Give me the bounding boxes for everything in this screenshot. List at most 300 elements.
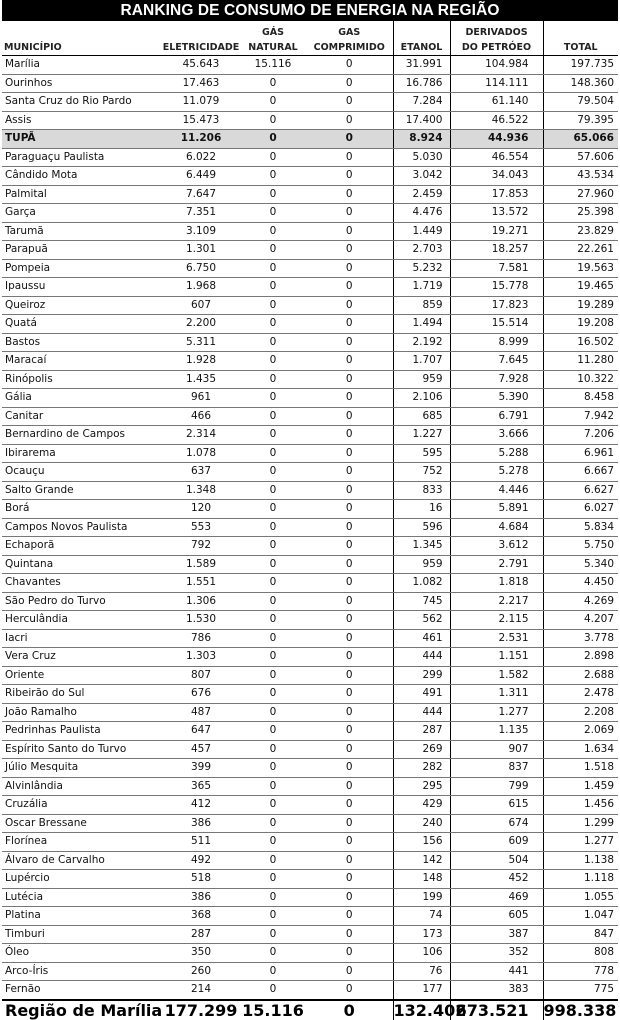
- table-row: [2, 148, 618, 167]
- row-derivados: 609: [450, 833, 543, 852]
- row-derivados: 387: [450, 925, 543, 944]
- row-municipio: Paraguaçu Paulista: [2, 148, 162, 167]
- row-eletricidade: 412: [162, 796, 240, 815]
- row-total: 1.518: [543, 759, 618, 778]
- row-gas-comprimido: 0: [306, 241, 393, 260]
- table-row: [2, 574, 618, 593]
- row-gas-natural: 0: [240, 759, 306, 778]
- table-row: [2, 925, 618, 944]
- row-municipio: Florínea: [2, 833, 162, 852]
- row-municipio: João Ramalho: [2, 703, 162, 722]
- row-eletricidade: 11.206: [162, 130, 240, 149]
- row-gas-natural: 0: [240, 685, 306, 704]
- total-total: 998.338: [543, 1000, 617, 1020]
- row-eletricidade: 6.449: [162, 167, 240, 186]
- row-etanol: 752: [393, 463, 450, 482]
- row-total: 2.208: [543, 703, 618, 722]
- row-municipio: Alvinlândia: [2, 777, 162, 796]
- row-etanol: 1.082: [393, 574, 450, 593]
- table-row: [2, 629, 618, 648]
- row-total: 6.961: [543, 444, 618, 463]
- row-derivados: 1.135: [450, 722, 543, 741]
- row-etanol: 282: [393, 759, 450, 778]
- row-eletricidade: 7.351: [162, 204, 240, 223]
- row-gas-comprimido: 0: [306, 74, 393, 93]
- row-derivados: 2.217: [450, 592, 543, 611]
- row-gas-comprimido: 0: [306, 370, 393, 389]
- table-row: [2, 611, 618, 630]
- row-municipio: Garça: [2, 204, 162, 223]
- row-municipio: Campos Novos Paulista: [2, 518, 162, 537]
- row-gas-comprimido: 0: [306, 93, 393, 112]
- row-etanol: 444: [393, 648, 450, 667]
- row-municipio: Álvaro de Carvalho: [2, 851, 162, 870]
- row-total: 4.450: [543, 574, 618, 593]
- row-total: 1.047: [543, 907, 618, 926]
- row-gas-natural: 0: [240, 370, 306, 389]
- row-eletricidade: 386: [162, 888, 240, 907]
- total-derivados: 673.521: [450, 1000, 543, 1020]
- table-row: [2, 352, 618, 371]
- row-etanol: 959: [393, 555, 450, 574]
- row-derivados: 5.288: [450, 444, 543, 463]
- row-gas-comprimido: 0: [306, 518, 393, 537]
- row-municipio: Arco-Íris: [2, 962, 162, 981]
- row-eletricidade: 466: [162, 407, 240, 426]
- table-row: [2, 962, 618, 981]
- row-gas-natural: 0: [240, 666, 306, 685]
- row-gas-natural: 0: [240, 722, 306, 741]
- table-row: [2, 777, 618, 796]
- row-etanol: 1.494: [393, 315, 450, 334]
- row-gas-comprimido: 0: [306, 907, 393, 926]
- row-etanol: 1.707: [393, 352, 450, 371]
- row-total: 2.069: [543, 722, 618, 741]
- row-gas-natural: 0: [240, 407, 306, 426]
- row-gas-comprimido: 0: [306, 851, 393, 870]
- row-etanol: 16: [393, 500, 450, 519]
- row-eletricidade: 676: [162, 685, 240, 704]
- row-total: 5.750: [543, 537, 618, 556]
- header-derivados: DERIVADOS DO PETRÓEO: [450, 21, 543, 56]
- row-gas-natural: 0: [240, 611, 306, 630]
- row-gas-natural: 0: [240, 907, 306, 926]
- row-etanol: 17.400: [393, 111, 450, 130]
- row-gas-comprimido: 0: [306, 944, 393, 963]
- row-total: 1.138: [543, 851, 618, 870]
- row-total: 1.459: [543, 777, 618, 796]
- row-derivados: 46.522: [450, 111, 543, 130]
- row-derivados: 1.151: [450, 648, 543, 667]
- row-total: 22.261: [543, 241, 618, 260]
- row-gas-natural: 0: [240, 833, 306, 852]
- table-row: [2, 685, 618, 704]
- row-municipio: Canitar: [2, 407, 162, 426]
- row-gas-natural: 0: [240, 463, 306, 482]
- row-total: 19.289: [543, 296, 618, 315]
- row-gas-comprimido: 0: [306, 925, 393, 944]
- row-derivados: 1.311: [450, 685, 543, 704]
- row-total: 1.456: [543, 796, 618, 815]
- row-etanol: 106: [393, 944, 450, 963]
- row-gas-comprimido: 0: [306, 574, 393, 593]
- row-etanol: 148: [393, 870, 450, 889]
- row-municipio: Lutécia: [2, 888, 162, 907]
- row-eletricidade: 1.928: [162, 352, 240, 371]
- table-row: [2, 666, 618, 685]
- row-etanol: 142: [393, 851, 450, 870]
- row-eletricidade: 7.647: [162, 185, 240, 204]
- row-derivados: 8.999: [450, 333, 543, 352]
- row-total: 808: [543, 944, 618, 963]
- row-eletricidade: 11.079: [162, 93, 240, 112]
- table-row: [2, 204, 618, 223]
- table-row: [2, 111, 618, 130]
- row-gas-natural: 0: [240, 389, 306, 408]
- row-gas-comprimido: 0: [306, 278, 393, 297]
- total-eletricidade: 177.299: [162, 1000, 240, 1020]
- header-gas-comprimido: GAS COMPRIMIDO: [306, 21, 393, 56]
- row-eletricidade: 368: [162, 907, 240, 926]
- row-etanol: 685: [393, 407, 450, 426]
- row-gas-comprimido: 0: [306, 666, 393, 685]
- header-row: [2, 21, 618, 56]
- row-eletricidade: 553: [162, 518, 240, 537]
- row-total: 5.340: [543, 555, 618, 574]
- row-etanol: 833: [393, 481, 450, 500]
- table-row: [2, 981, 618, 1000]
- row-gas-comprimido: 0: [306, 56, 393, 75]
- row-total: 6.027: [543, 500, 618, 519]
- table-row: [2, 333, 618, 352]
- row-gas-natural: 0: [240, 444, 306, 463]
- row-gas-comprimido: 0: [306, 833, 393, 852]
- row-etanol: 461: [393, 629, 450, 648]
- row-eletricidade: 1.589: [162, 555, 240, 574]
- row-etanol: 3.042: [393, 167, 450, 186]
- row-etanol: 240: [393, 814, 450, 833]
- row-total: 4.269: [543, 592, 618, 611]
- row-gas-comprimido: 0: [306, 888, 393, 907]
- row-derivados: 615: [450, 796, 543, 815]
- row-derivados: 15.778: [450, 278, 543, 297]
- row-derivados: 469: [450, 888, 543, 907]
- row-etanol: 4.476: [393, 204, 450, 223]
- row-gas-natural: 0: [240, 703, 306, 722]
- row-municipio: Herculândia: [2, 611, 162, 630]
- table-row: [2, 796, 618, 815]
- row-total: 847: [543, 925, 618, 944]
- row-municipio: São Pedro do Turvo: [2, 592, 162, 611]
- row-gas-natural: 0: [240, 740, 306, 759]
- row-eletricidade: 637: [162, 463, 240, 482]
- total-etanol: 132.402: [393, 1000, 467, 1020]
- row-gas-natural: 0: [240, 93, 306, 112]
- row-eletricidade: 350: [162, 944, 240, 963]
- row-gas-comprimido: 0: [306, 981, 393, 1000]
- row-etanol: 295: [393, 777, 450, 796]
- row-gas-comprimido: 0: [306, 722, 393, 741]
- row-total: 197.735: [543, 56, 618, 75]
- row-gas-natural: 0: [240, 574, 306, 593]
- row-etanol: 16.786: [393, 74, 450, 93]
- row-derivados: 18.257: [450, 241, 543, 260]
- row-gas-comprimido: 0: [306, 777, 393, 796]
- row-municipio: Iacri: [2, 629, 162, 648]
- row-gas-comprimido: 0: [306, 222, 393, 241]
- row-derivados: 7.928: [450, 370, 543, 389]
- row-total: 65.066: [543, 130, 618, 149]
- row-derivados: 6.791: [450, 407, 543, 426]
- table-row: [2, 851, 618, 870]
- row-gas-comprimido: 0: [306, 259, 393, 278]
- row-gas-comprimido: 0: [306, 611, 393, 630]
- row-eletricidade: 1.435: [162, 370, 240, 389]
- row-gas-comprimido: 0: [306, 870, 393, 889]
- row-derivados: 19.271: [450, 222, 543, 241]
- row-derivados: 441: [450, 962, 543, 981]
- row-gas-comprimido: 0: [306, 111, 393, 130]
- row-total: 16.502: [543, 333, 618, 352]
- row-municipio: Bastos: [2, 333, 162, 352]
- row-derivados: 1.582: [450, 666, 543, 685]
- row-etanol: 269: [393, 740, 450, 759]
- row-total: 79.504: [543, 93, 618, 112]
- row-derivados: 907: [450, 740, 543, 759]
- row-gas-comprimido: 0: [306, 389, 393, 408]
- row-gas-comprimido: 0: [306, 148, 393, 167]
- row-municipio: TUPÃ: [2, 130, 162, 149]
- row-etanol: 1.719: [393, 278, 450, 297]
- table-row: [2, 518, 618, 537]
- row-eletricidade: 647: [162, 722, 240, 741]
- row-municipio: Marília: [2, 56, 162, 75]
- row-gas-natural: 0: [240, 888, 306, 907]
- row-derivados: 837: [450, 759, 543, 778]
- row-eletricidade: 1.530: [162, 611, 240, 630]
- row-eletricidade: 786: [162, 629, 240, 648]
- row-gas-comprimido: 0: [306, 962, 393, 981]
- row-derivados: 104.984: [450, 56, 543, 75]
- row-derivados: 61.140: [450, 93, 543, 112]
- row-municipio: Quatá: [2, 315, 162, 334]
- table-row: [2, 537, 618, 556]
- table-row: [2, 944, 618, 963]
- table-row: [2, 389, 618, 408]
- row-eletricidade: 1.306: [162, 592, 240, 611]
- row-municipio: Júlio Mesquita: [2, 759, 162, 778]
- row-eletricidade: 1.301: [162, 241, 240, 260]
- row-derivados: 2.115: [450, 611, 543, 630]
- row-eletricidade: 807: [162, 666, 240, 685]
- row-municipio: Timburi: [2, 925, 162, 944]
- row-etanol: 7.284: [393, 93, 450, 112]
- row-eletricidade: 399: [162, 759, 240, 778]
- row-municipio: Ocauçu: [2, 463, 162, 482]
- row-etanol: 562: [393, 611, 450, 630]
- row-gas-comprimido: 0: [306, 463, 393, 482]
- row-etanol: 859: [393, 296, 450, 315]
- row-municipio: Espírito Santo do Turvo: [2, 740, 162, 759]
- row-eletricidade: 15.473: [162, 111, 240, 130]
- header-eletricidade: ELETRICIDADE: [162, 21, 240, 56]
- row-etanol: 2.703: [393, 241, 450, 260]
- table-row: [2, 481, 618, 500]
- row-total: 148.360: [543, 74, 618, 93]
- row-derivados: 17.823: [450, 296, 543, 315]
- row-eletricidade: 3.109: [162, 222, 240, 241]
- row-eletricidade: 1.348: [162, 481, 240, 500]
- row-gas-comprimido: 0: [306, 407, 393, 426]
- row-eletricidade: 2.314: [162, 426, 240, 445]
- table-row: [2, 722, 618, 741]
- total-gas-natural: 15.116: [240, 1000, 306, 1020]
- row-etanol: 173: [393, 925, 450, 944]
- row-municipio: Bernardino de Campos: [2, 426, 162, 445]
- row-eletricidade: 6.750: [162, 259, 240, 278]
- row-eletricidade: 511: [162, 833, 240, 852]
- row-gas-natural: 0: [240, 130, 306, 149]
- row-total: 57.606: [543, 148, 618, 167]
- row-derivados: 5.278: [450, 463, 543, 482]
- row-gas-natural: 0: [240, 944, 306, 963]
- row-gas-comprimido: 0: [306, 759, 393, 778]
- table-row: [2, 93, 618, 112]
- row-gas-natural: 0: [240, 518, 306, 537]
- row-total: 2.688: [543, 666, 618, 685]
- row-etanol: 5.232: [393, 259, 450, 278]
- row-derivados: 674: [450, 814, 543, 833]
- row-etanol: 444: [393, 703, 450, 722]
- row-eletricidade: 214: [162, 981, 240, 1000]
- table-row: [2, 888, 618, 907]
- table-row: [2, 370, 618, 389]
- table-row: [2, 740, 618, 759]
- row-eletricidade: 2.200: [162, 315, 240, 334]
- table-row: [2, 648, 618, 667]
- row-municipio: Assis: [2, 111, 162, 130]
- row-municipio: Vera Cruz: [2, 648, 162, 667]
- row-derivados: 15.514: [450, 315, 543, 334]
- table-row: [2, 426, 618, 445]
- row-total: 4.207: [543, 611, 618, 630]
- table-row: [2, 555, 618, 574]
- row-total: 10.322: [543, 370, 618, 389]
- row-gas-comprimido: 0: [306, 685, 393, 704]
- row-gas-natural: 0: [240, 962, 306, 981]
- row-total: 25.398: [543, 204, 618, 223]
- row-eletricidade: 386: [162, 814, 240, 833]
- header-total: TOTAL: [543, 21, 618, 56]
- row-eletricidade: 492: [162, 851, 240, 870]
- row-municipio: Tarumã: [2, 222, 162, 241]
- row-eletricidade: 287: [162, 925, 240, 944]
- row-municipio: Ourinhos: [2, 74, 162, 93]
- row-derivados: 34.043: [450, 167, 543, 186]
- row-total: 8.458: [543, 389, 618, 408]
- row-gas-natural: 0: [240, 981, 306, 1000]
- row-gas-natural: 0: [240, 74, 306, 93]
- row-derivados: 7.581: [450, 259, 543, 278]
- header-etanol: ETANOL: [393, 21, 450, 56]
- row-etanol: 1.227: [393, 426, 450, 445]
- table-row: [2, 870, 618, 889]
- row-eletricidade: 120: [162, 500, 240, 519]
- row-eletricidade: 1.078: [162, 444, 240, 463]
- row-total: 778: [543, 962, 618, 981]
- row-municipio: Fernão: [2, 981, 162, 1000]
- row-etanol: 595: [393, 444, 450, 463]
- row-derivados: 13.572: [450, 204, 543, 223]
- row-eletricidade: 518: [162, 870, 240, 889]
- row-derivados: 504: [450, 851, 543, 870]
- row-eletricidade: 1.551: [162, 574, 240, 593]
- row-gas-natural: 0: [240, 241, 306, 260]
- row-eletricidade: 260: [162, 962, 240, 981]
- row-gas-natural: 0: [240, 925, 306, 944]
- table-row: [2, 259, 618, 278]
- table-row: [2, 907, 618, 926]
- row-etanol: 156: [393, 833, 450, 852]
- table-row: [2, 185, 618, 204]
- row-eletricidade: 6.022: [162, 148, 240, 167]
- row-total: 19.465: [543, 278, 618, 297]
- row-municipio: Parapuã: [2, 241, 162, 260]
- header-municipio: MUNICÍPIO: [2, 21, 162, 56]
- row-gas-natural: 0: [240, 629, 306, 648]
- row-municipio: Echaporã: [2, 537, 162, 556]
- row-total: 19.208: [543, 315, 618, 334]
- row-derivados: 605: [450, 907, 543, 926]
- row-etanol: 2.106: [393, 389, 450, 408]
- table-row: [2, 56, 618, 75]
- row-gas-comprimido: 0: [306, 296, 393, 315]
- row-gas-comprimido: 0: [306, 703, 393, 722]
- row-total: 6.627: [543, 481, 618, 500]
- table-row: [2, 74, 618, 93]
- row-etanol: 2.192: [393, 333, 450, 352]
- table-row: [2, 407, 618, 426]
- row-gas-natural: 0: [240, 777, 306, 796]
- row-gas-natural: 0: [240, 333, 306, 352]
- row-municipio: Borá: [2, 500, 162, 519]
- row-municipio: Ibirarema: [2, 444, 162, 463]
- row-gas-natural: 0: [240, 592, 306, 611]
- row-derivados: 2.531: [450, 629, 543, 648]
- row-total: 11.280: [543, 352, 618, 371]
- row-gas-comprimido: 0: [306, 740, 393, 759]
- table-row: [2, 296, 618, 315]
- row-derivados: 3.666: [450, 426, 543, 445]
- row-total: 7.206: [543, 426, 618, 445]
- table-row: [2, 814, 618, 833]
- row-derivados: 17.853: [450, 185, 543, 204]
- row-derivados: 3.612: [450, 537, 543, 556]
- row-total: 1.118: [543, 870, 618, 889]
- row-total: 2.898: [543, 648, 618, 667]
- row-eletricidade: 1.303: [162, 648, 240, 667]
- row-total: 6.667: [543, 463, 618, 482]
- row-derivados: 1.277: [450, 703, 543, 722]
- row-derivados: 352: [450, 944, 543, 963]
- row-eletricidade: 607: [162, 296, 240, 315]
- row-gas-natural: 0: [240, 796, 306, 815]
- row-etanol: 429: [393, 796, 450, 815]
- row-etanol: 76: [393, 962, 450, 981]
- row-etanol: 491: [393, 685, 450, 704]
- row-derivados: 46.554: [450, 148, 543, 167]
- row-gas-comprimido: 0: [306, 555, 393, 574]
